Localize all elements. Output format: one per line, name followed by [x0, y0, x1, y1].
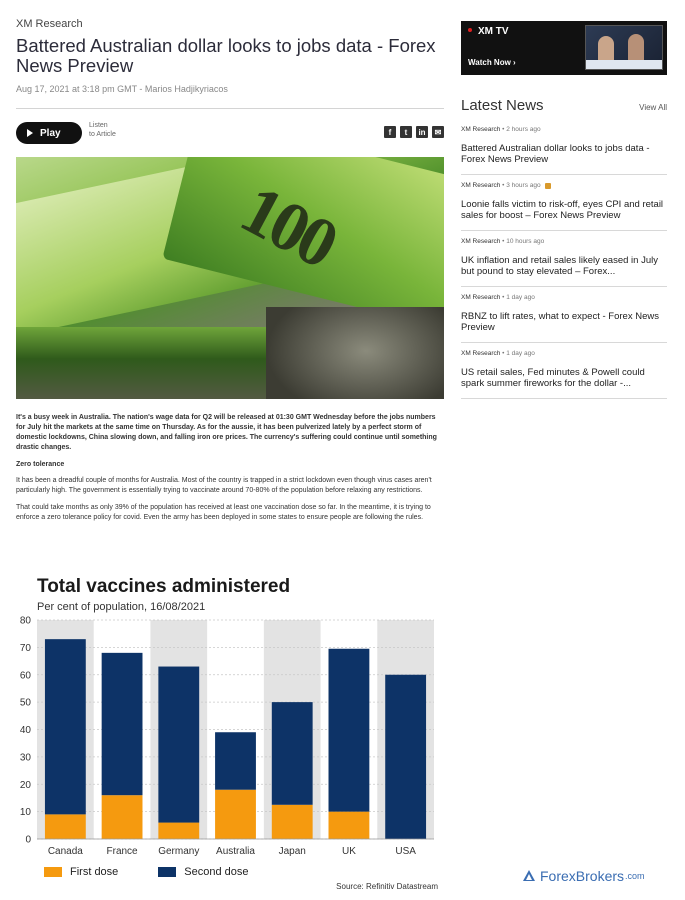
y-tick-label: 20: [19, 779, 31, 791]
lock-icon: [545, 183, 551, 189]
linkedin-icon[interactable]: in: [416, 126, 428, 138]
x-tick-label: Japan: [278, 846, 306, 857]
x-tick-label: Australia: [216, 846, 255, 857]
news-meta: [461, 294, 667, 301]
chart-source: Source: Refinitiv Datastream: [336, 882, 438, 891]
article-lead: It's a busy week in Australia. The nation's wage data for Q2 will be released at 01:30 GMT Wednesday before the jobs numbers for July hit the markets at the same time on Thursday. As for the aussie, it has been pulverized lately by a perfect storm of domestic lockdowns, China slowing down, and falling iron ore prices. The currency's suffering could continue until something drastic changes.: [16, 414, 437, 451]
legend-first-label: First dose: [70, 866, 119, 878]
news-item[interactable]: [461, 126, 667, 175]
news-item[interactable]: [461, 343, 667, 399]
y-tick-label: 10: [19, 807, 31, 819]
article-subheading: Zero tolerance: [16, 461, 65, 468]
banknote-denomination: 100: [228, 170, 347, 283]
separator: •: [500, 350, 507, 357]
news-title: Battered Australian dollar looks to jobs data - Forex News Preview: [461, 143, 650, 165]
presenter-shape: [598, 36, 614, 62]
y-tick-label: 40: [19, 725, 31, 736]
bar-second-dose: [385, 675, 426, 839]
divider: [16, 108, 444, 109]
bar-first-dose: [102, 795, 143, 839]
bar-second-dose: [102, 653, 143, 795]
news-meta: [461, 126, 667, 133]
watermark: [522, 868, 645, 884]
watch-now-link[interactable]: Watch Now ›: [468, 58, 516, 67]
article-paragraph: It has been a dreadful couple of months for Australia. Most of the country is trapped in a strict lockdown even though virus cases aren't particularly high. The government is essentially trying to vaccinate around 70-80% of the population before relaxing any restrictions.: [16, 477, 432, 494]
share-icons: [384, 126, 444, 138]
vaccine-chart: [16, 572, 444, 897]
legend-swatch-second: [158, 867, 176, 877]
tv-thumbnail[interactable]: [585, 25, 663, 70]
chart-subtitle: Per cent of population, 16/08/2021: [37, 601, 206, 613]
bar-second-dose: [272, 702, 313, 805]
news-time: 3 hours ago: [506, 182, 541, 189]
news-source: XM Research: [461, 350, 501, 357]
separator: •: [500, 182, 507, 189]
facebook-icon[interactable]: f: [384, 126, 396, 138]
y-tick-label: 70: [19, 642, 31, 654]
news-title: Loonie falls victim to risk-off, eyes CPI and retail sales for boost – Forex News Preview: [461, 199, 664, 221]
separator: •: [500, 126, 507, 133]
x-tick-label: Canada: [47, 846, 83, 857]
hero-image: [16, 157, 444, 399]
bar-second-dose: [158, 667, 199, 823]
x-tick-label: USA: [395, 846, 416, 857]
tv-title: XM TV: [478, 26, 509, 37]
x-tick-label: France: [106, 846, 138, 857]
chart-title: Total vaccines administered: [37, 576, 291, 597]
live-dot-icon: [468, 28, 472, 32]
news-title: UK inflation and retail sales likely eased in July but pound to stay elevated – Forex...: [461, 255, 658, 277]
bar-second-dose: [215, 732, 256, 789]
news-title: RBNZ to lift rates, what to expect - Forex News Preview: [461, 311, 659, 333]
bar-first-dose: [45, 814, 86, 839]
news-list: [461, 126, 667, 399]
news-title: US retail sales, Fed minutes & Powell could spark summer fireworks for the dollar -...: [461, 367, 645, 389]
news-time: 1 day ago: [506, 350, 535, 357]
article-body: [16, 413, 444, 523]
legend-swatch-first: [44, 867, 62, 877]
bar-first-dose: [329, 812, 370, 839]
xm-tv-widget[interactable]: [461, 21, 667, 75]
studio-desk-shape: [586, 60, 662, 69]
y-tick-label: 80: [19, 615, 31, 627]
watermark-suffix: .com: [625, 871, 645, 881]
play-icon: [27, 129, 33, 137]
bar-second-dose: [45, 639, 86, 814]
sidebar: [461, 21, 667, 399]
view-all-link[interactable]: View All: [639, 103, 667, 112]
email-icon[interactable]: ✉: [432, 126, 444, 138]
watch-now-label: Watch Now: [468, 58, 511, 67]
y-tick-label: 60: [19, 670, 31, 682]
play-label: Play: [40, 127, 61, 139]
article-title: Battered Australian dollar looks to jobs data - Forex News Preview: [16, 35, 436, 76]
play-button[interactable]: [16, 122, 82, 144]
bar-first-dose: [158, 823, 199, 839]
news-meta: [461, 350, 667, 357]
article-actions: [16, 121, 444, 147]
chart-legend: [44, 866, 249, 878]
separator: •: [500, 294, 507, 301]
listen-line1: Listen: [89, 122, 108, 129]
chart-plot: [16, 612, 444, 857]
y-tick-label: 0: [25, 834, 31, 846]
news-item[interactable]: [461, 175, 667, 231]
news-source: XM Research: [461, 238, 501, 245]
article-brand: XM Research: [16, 18, 83, 30]
y-tick-label: 50: [19, 697, 31, 709]
news-source: XM Research: [461, 294, 501, 301]
bar-first-dose: [215, 790, 256, 839]
news-meta: [461, 238, 667, 245]
article-paragraph: That could take months as only 39% of the population has received at least one vaccination dose so far. In the meantime, it is trying to enforce a zero tolerance policy for covid. Even the army has been deployed in some states to ensure people are following the rules.: [16, 504, 431, 521]
news-source: XM Research: [461, 126, 501, 133]
news-item[interactable]: [461, 287, 667, 343]
news-source: XM Research: [461, 182, 501, 189]
news-time: 10 hours ago: [506, 238, 545, 245]
latest-news-title: Latest News: [461, 97, 544, 114]
news-meta: [461, 182, 667, 189]
y-tick-label: 30: [19, 752, 31, 764]
watermark-name: ForexBrokers: [540, 868, 625, 884]
news-time: 2 hours ago: [506, 126, 541, 133]
news-time: 1 day ago: [506, 294, 535, 301]
x-tick-label: Germany: [158, 846, 200, 857]
twitter-icon[interactable]: t: [400, 126, 412, 138]
legend-second-label: Second dose: [184, 866, 249, 878]
separator: •: [500, 238, 507, 245]
x-tick-label: UK: [341, 846, 356, 857]
presenter-shape: [628, 34, 644, 62]
bar-second-dose: [329, 649, 370, 812]
article: [16, 18, 444, 530]
latest-news-header: [461, 97, 667, 117]
bar-first-dose: [272, 805, 313, 839]
forexbrokers-logo-icon: [522, 869, 536, 883]
news-item[interactable]: [461, 231, 667, 287]
listen-line2: to Article: [89, 131, 116, 138]
portrait-shape: [266, 307, 444, 399]
article-byline: Aug 17, 2021 at 3:18 pm GMT - Marios Hadjikyriacos: [16, 84, 228, 94]
listen-label: [89, 121, 116, 139]
